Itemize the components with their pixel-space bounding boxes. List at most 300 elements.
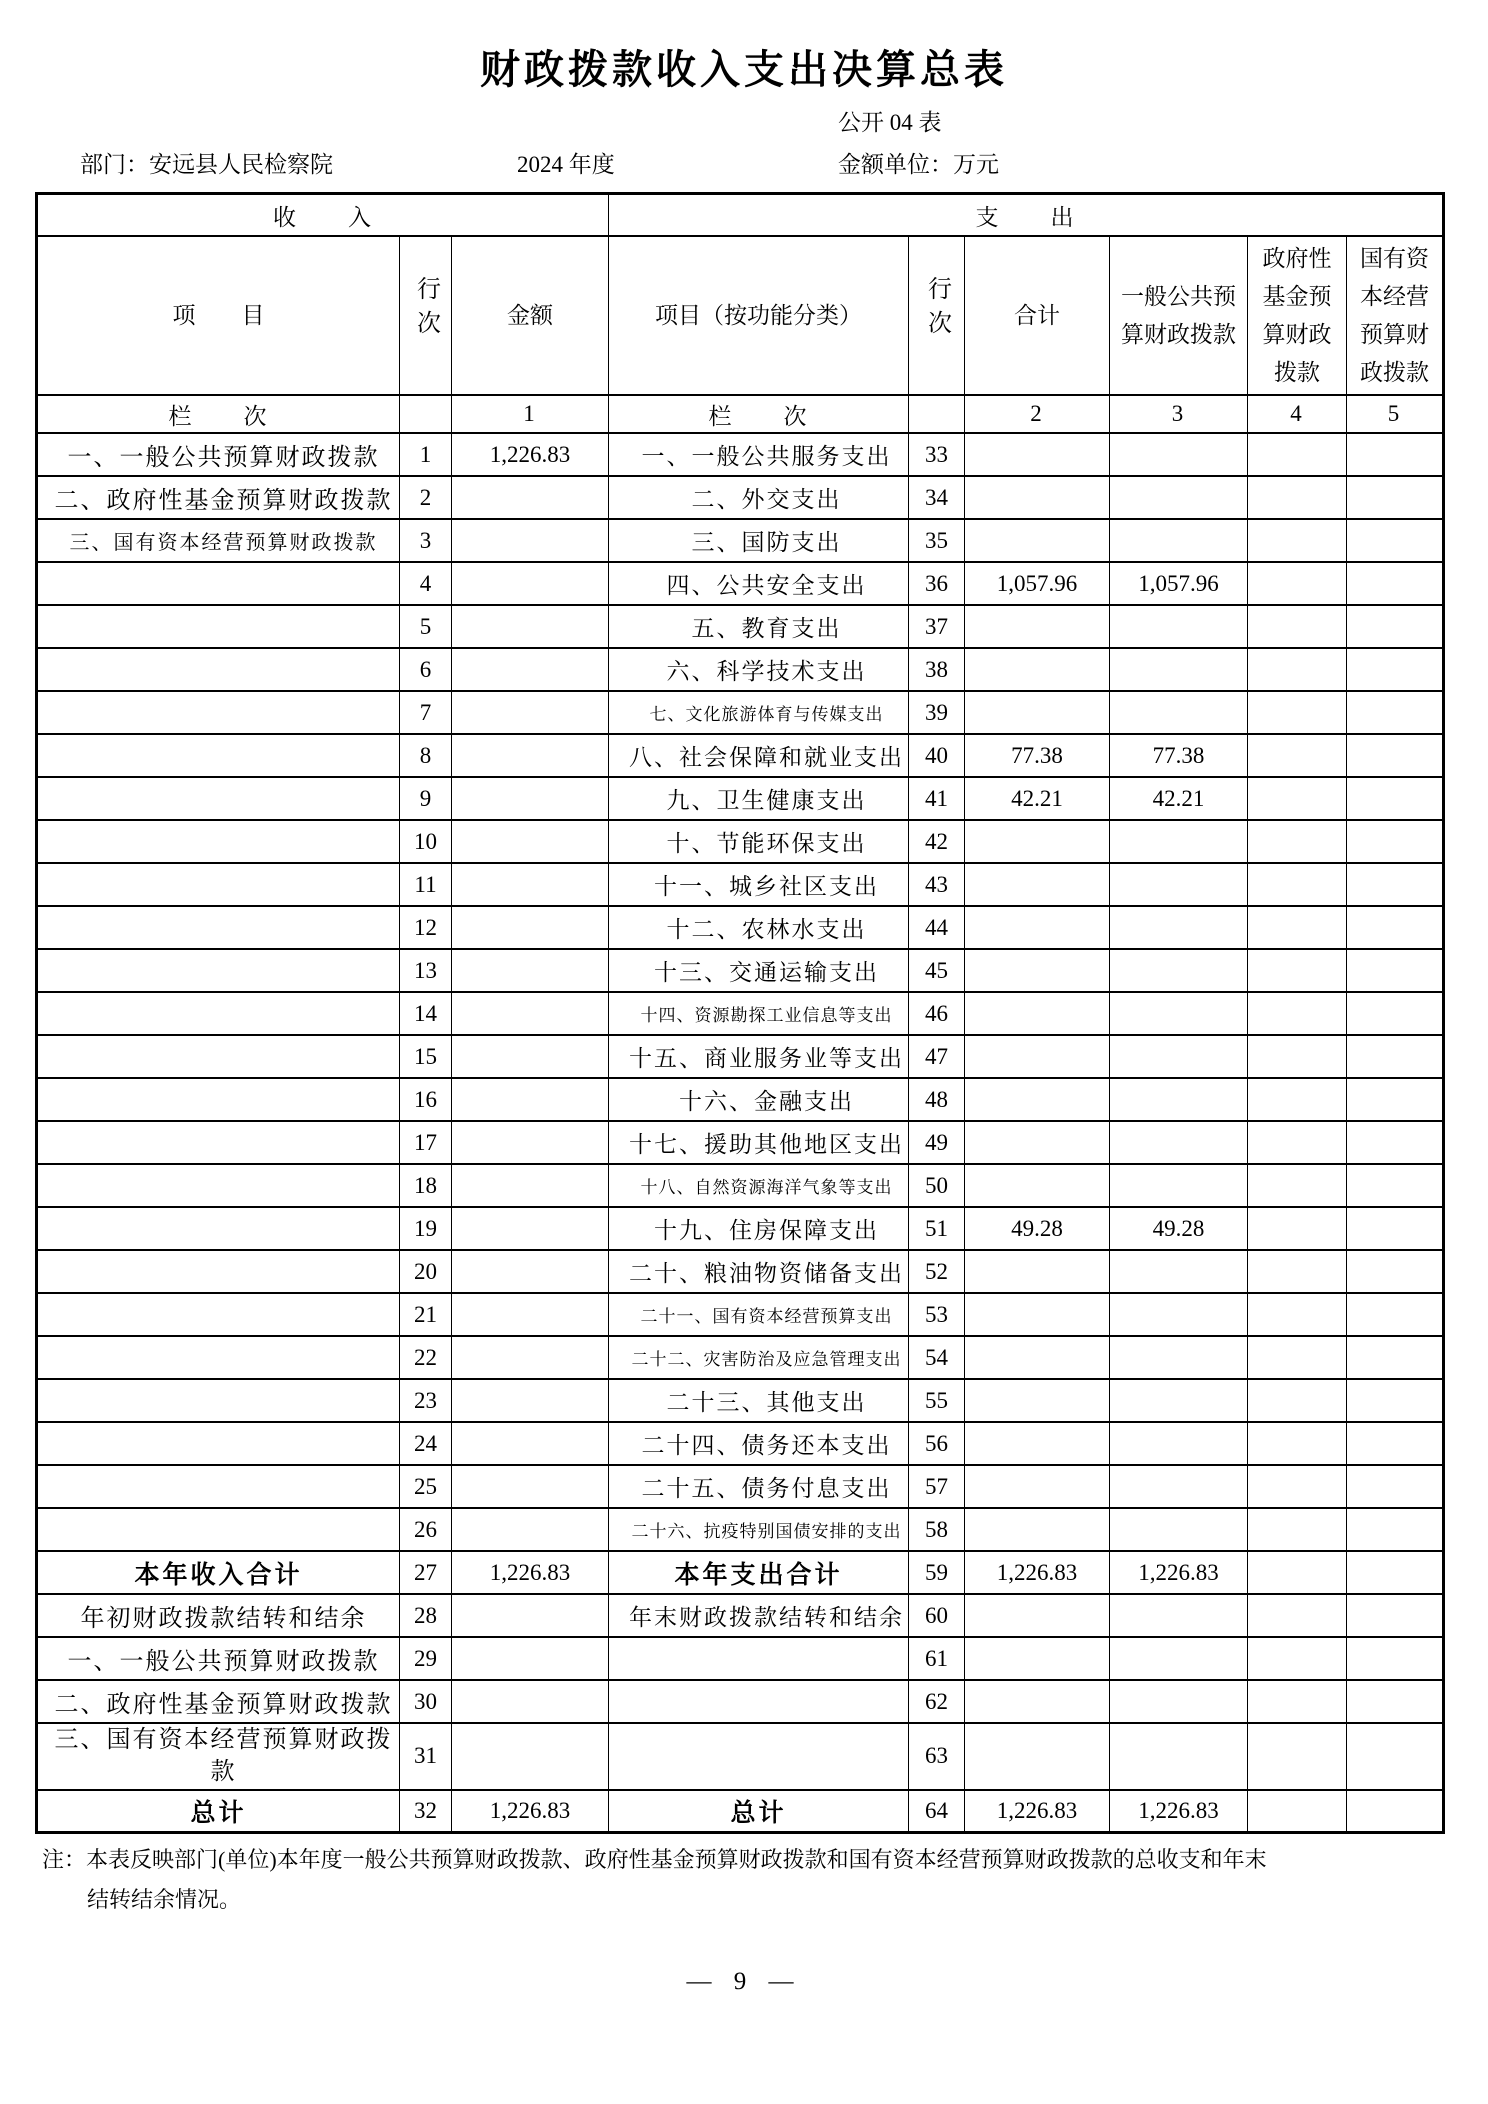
income-amount-cell bbox=[452, 1637, 609, 1680]
total-amount-cell bbox=[965, 1465, 1110, 1508]
table-row bbox=[37, 1035, 1444, 1078]
income-amount-cell bbox=[452, 949, 609, 992]
income-item-cell bbox=[37, 562, 400, 605]
state-capital-amount-cell bbox=[1347, 691, 1444, 734]
gov-fund-amount-cell bbox=[1248, 691, 1347, 734]
expense-item-cell: 十七、援助其他地区支出 bbox=[609, 1121, 909, 1164]
income-row-number-cell: 21 bbox=[400, 1293, 452, 1336]
general-budget-amount-cell bbox=[1110, 1465, 1248, 1508]
income-amount-cell: 1,226.83 bbox=[452, 1790, 609, 1833]
table-code: 公开 04 表 bbox=[838, 110, 942, 135]
page-title: 财政拨款收入支出决算总表 bbox=[480, 48, 1008, 92]
expense-row-number-cell: 59 bbox=[909, 1551, 965, 1594]
lanci-empty-cell bbox=[400, 395, 452, 433]
table-row bbox=[37, 1336, 1444, 1379]
state-capital-amount-cell bbox=[1347, 1293, 1444, 1336]
income-amount-cell bbox=[452, 1422, 609, 1465]
total-amount-cell bbox=[965, 1035, 1110, 1078]
lanci-col-3: 3 bbox=[1110, 395, 1248, 433]
state-capital-amount-cell bbox=[1347, 1790, 1444, 1833]
income-amount-cell bbox=[452, 691, 609, 734]
table-row bbox=[37, 1508, 1444, 1551]
state-capital-amount-cell bbox=[1347, 1336, 1444, 1379]
income-amount-cell bbox=[452, 1508, 609, 1551]
income-item-cell bbox=[37, 1164, 400, 1207]
total-amount-cell bbox=[965, 1508, 1110, 1551]
expense-item-cell: 十三、交通运输支出 bbox=[609, 949, 909, 992]
table-row bbox=[37, 906, 1444, 949]
state-capital-amount-cell bbox=[1347, 1594, 1444, 1637]
income-row-number-cell: 13 bbox=[400, 949, 452, 992]
state-capital-amount-cell bbox=[1347, 1207, 1444, 1250]
state-capital-amount-cell bbox=[1347, 648, 1444, 691]
general-budget-amount-cell bbox=[1110, 949, 1248, 992]
expense-item-cell: 十二、农林水支出 bbox=[609, 906, 909, 949]
state-capital-amount-cell bbox=[1347, 476, 1444, 519]
expense-row-number-cell: 37 bbox=[909, 605, 965, 648]
expense-row-number-cell: 47 bbox=[909, 1035, 965, 1078]
income-item-cell bbox=[37, 648, 400, 691]
column-header-general-budget: 一般公共预算财政拨款 bbox=[1110, 236, 1248, 395]
income-item-cell bbox=[37, 1035, 400, 1078]
total-amount-cell bbox=[965, 1379, 1110, 1422]
total-amount-cell bbox=[965, 476, 1110, 519]
income-row-number-cell: 10 bbox=[400, 820, 452, 863]
income-row-number-cell: 11 bbox=[400, 863, 452, 906]
income-item-cell bbox=[37, 1121, 400, 1164]
expense-item-cell: 十四、资源勘探工业信息等支出 bbox=[609, 992, 909, 1035]
total-amount-cell bbox=[965, 648, 1110, 691]
state-capital-amount-cell bbox=[1347, 1164, 1444, 1207]
table-row bbox=[37, 1422, 1444, 1465]
column-header-amount: 金额 bbox=[452, 236, 609, 395]
expense-item-cell bbox=[609, 1723, 909, 1790]
general-budget-amount-cell bbox=[1110, 1422, 1248, 1465]
expense-item-cell: 十八、自然资源海洋气象等支出 bbox=[609, 1164, 909, 1207]
total-amount-cell: 1,057.96 bbox=[965, 562, 1110, 605]
table-row bbox=[37, 734, 1444, 777]
income-row-number-cell: 15 bbox=[400, 1035, 452, 1078]
income-amount-cell bbox=[452, 1723, 609, 1790]
expense-item-cell: 二十五、债务付息支出 bbox=[609, 1465, 909, 1508]
gov-fund-amount-cell bbox=[1248, 1508, 1347, 1551]
total-amount-cell bbox=[965, 1078, 1110, 1121]
department-label: 部门：安远县人民检察院 bbox=[80, 152, 333, 177]
column-index-row bbox=[37, 395, 1444, 433]
expense-item-cell: 八、社会保障和就业支出 bbox=[609, 734, 909, 777]
table-row bbox=[37, 1379, 1444, 1422]
table-row bbox=[37, 1465, 1444, 1508]
income-item-cell: 年初财政拨款结转和结余 bbox=[37, 1594, 400, 1637]
expense-row-number-cell: 63 bbox=[909, 1723, 965, 1790]
general-budget-amount-cell: 1,226.83 bbox=[1110, 1790, 1248, 1833]
table-row bbox=[37, 863, 1444, 906]
general-budget-amount-cell bbox=[1110, 1508, 1248, 1551]
income-row-number-cell: 26 bbox=[400, 1508, 452, 1551]
income-row-number-cell: 16 bbox=[400, 1078, 452, 1121]
gov-fund-amount-cell bbox=[1248, 1164, 1347, 1207]
total-amount-cell bbox=[965, 949, 1110, 992]
table-row bbox=[37, 949, 1444, 992]
gov-fund-amount-cell bbox=[1248, 949, 1347, 992]
expense-row-number-cell: 51 bbox=[909, 1207, 965, 1250]
expense-item-cell: 十一、城乡社区支出 bbox=[609, 863, 909, 906]
gov-fund-amount-cell bbox=[1248, 1293, 1347, 1336]
expense-row-number-cell: 60 bbox=[909, 1594, 965, 1637]
total-amount-cell bbox=[965, 605, 1110, 648]
income-item-cell: 本年收入合计 bbox=[37, 1551, 400, 1594]
total-amount-cell bbox=[965, 1637, 1110, 1680]
column-header-row bbox=[37, 236, 1444, 395]
expense-row-number-cell: 58 bbox=[909, 1508, 965, 1551]
general-budget-amount-cell bbox=[1110, 906, 1248, 949]
income-item-cell: 二、政府性基金预算财政拨款 bbox=[37, 476, 400, 519]
table-row bbox=[37, 1164, 1444, 1207]
table-row bbox=[37, 1250, 1444, 1293]
income-amount-cell bbox=[452, 1293, 609, 1336]
expense-item-cell: 二十六、抗疫特别国债安排的支出 bbox=[609, 1508, 909, 1551]
gov-fund-amount-cell bbox=[1248, 605, 1347, 648]
income-item-cell: 三、国有资本经营预算财政拨款 bbox=[37, 519, 400, 562]
general-budget-amount-cell bbox=[1110, 1379, 1248, 1422]
total-amount-cell bbox=[965, 1680, 1110, 1723]
expense-item-cell bbox=[609, 1637, 909, 1680]
state-capital-amount-cell bbox=[1347, 1465, 1444, 1508]
total-amount-cell bbox=[965, 1336, 1110, 1379]
expense-row-number-cell: 48 bbox=[909, 1078, 965, 1121]
table-row bbox=[37, 992, 1444, 1035]
income-amount-cell bbox=[452, 1035, 609, 1078]
state-capital-amount-cell bbox=[1347, 1121, 1444, 1164]
table-row bbox=[37, 1078, 1444, 1121]
state-capital-amount-cell bbox=[1347, 906, 1444, 949]
income-row-number-cell: 2 bbox=[400, 476, 452, 519]
expense-item-cell: 一、一般公共服务支出 bbox=[609, 433, 909, 476]
expense-row-number-cell: 44 bbox=[909, 906, 965, 949]
total-amount-cell bbox=[965, 1121, 1110, 1164]
column-header-expense-item: 项目（按功能分类） bbox=[609, 236, 909, 395]
expense-item-cell: 五、教育支出 bbox=[609, 605, 909, 648]
table-row bbox=[37, 1723, 1444, 1790]
gov-fund-amount-cell bbox=[1248, 648, 1347, 691]
expense-item-cell: 二十三、其他支出 bbox=[609, 1379, 909, 1422]
total-amount-cell bbox=[965, 1293, 1110, 1336]
gov-fund-amount-cell bbox=[1248, 992, 1347, 1035]
gov-fund-amount-cell bbox=[1248, 562, 1347, 605]
lanci-col-5: 5 bbox=[1347, 395, 1444, 433]
income-amount-cell bbox=[452, 1078, 609, 1121]
state-capital-amount-cell bbox=[1347, 1637, 1444, 1680]
gov-fund-amount-cell bbox=[1248, 1680, 1347, 1723]
income-row-number-cell: 32 bbox=[400, 1790, 452, 1833]
income-item-cell bbox=[37, 605, 400, 648]
general-budget-amount-cell bbox=[1110, 1637, 1248, 1680]
gov-fund-amount-cell bbox=[1248, 1465, 1347, 1508]
row-no-vertical-label: 行次 bbox=[412, 275, 439, 344]
general-budget-amount-cell: 42.21 bbox=[1110, 777, 1248, 820]
general-budget-amount-cell bbox=[1110, 605, 1248, 648]
general-budget-amount-cell: 77.38 bbox=[1110, 734, 1248, 777]
income-item-cell: 二、政府性基金预算财政拨款 bbox=[37, 1680, 400, 1723]
table-row bbox=[37, 1594, 1444, 1637]
expense-row-number-cell: 33 bbox=[909, 433, 965, 476]
total-amount-cell: 42.21 bbox=[965, 777, 1110, 820]
expense-item-cell: 三、国防支出 bbox=[609, 519, 909, 562]
expense-item-cell: 本年支出合计 bbox=[609, 1551, 909, 1594]
expense-row-number-cell: 57 bbox=[909, 1465, 965, 1508]
general-budget-amount-cell bbox=[1110, 1078, 1248, 1121]
state-capital-amount-cell bbox=[1347, 605, 1444, 648]
income-row-number-cell: 12 bbox=[400, 906, 452, 949]
expense-item-cell: 七、文化旅游体育与传媒支出 bbox=[609, 691, 909, 734]
total-amount-cell bbox=[965, 992, 1110, 1035]
expense-row-number-cell: 42 bbox=[909, 820, 965, 863]
total-amount-cell bbox=[965, 1594, 1110, 1637]
general-budget-amount-cell bbox=[1110, 1121, 1248, 1164]
expense-row-number-cell: 56 bbox=[909, 1422, 965, 1465]
income-amount-cell bbox=[452, 1250, 609, 1293]
table-row bbox=[37, 519, 1444, 562]
income-amount-cell bbox=[452, 777, 609, 820]
state-capital-amount-cell bbox=[1347, 1379, 1444, 1422]
lanci-col-1: 1 bbox=[452, 395, 609, 433]
expense-item-cell: 年末财政拨款结转和结余 bbox=[609, 1594, 909, 1637]
state-capital-amount-cell bbox=[1347, 1508, 1444, 1551]
table-row bbox=[37, 605, 1444, 648]
gov-fund-amount-cell bbox=[1248, 777, 1347, 820]
table-row bbox=[37, 1680, 1444, 1723]
state-capital-amount-cell bbox=[1347, 992, 1444, 1035]
gov-fund-amount-cell bbox=[1248, 1121, 1347, 1164]
income-amount-cell bbox=[452, 605, 609, 648]
income-row-number-cell: 9 bbox=[400, 777, 452, 820]
income-amount-cell bbox=[452, 863, 609, 906]
gov-fund-amount-cell bbox=[1248, 734, 1347, 777]
income-amount-cell bbox=[452, 1121, 609, 1164]
general-budget-amount-cell bbox=[1110, 433, 1248, 476]
expense-item-cell: 九、卫生健康支出 bbox=[609, 777, 909, 820]
income-item-cell: 一、一般公共预算财政拨款 bbox=[37, 1637, 400, 1680]
income-amount-cell: 1,226.83 bbox=[452, 433, 609, 476]
expense-item-cell: 二十二、灾害防治及应急管理支出 bbox=[609, 1336, 909, 1379]
expense-row-number-cell: 34 bbox=[909, 476, 965, 519]
income-amount-cell bbox=[452, 1336, 609, 1379]
income-item-cell bbox=[37, 1508, 400, 1551]
general-budget-amount-cell bbox=[1110, 476, 1248, 519]
gov-fund-amount-cell bbox=[1248, 1594, 1347, 1637]
table-row bbox=[37, 1207, 1444, 1250]
state-capital-amount-cell bbox=[1347, 863, 1444, 906]
column-header-state-capital: 国有资本经营预算财政拨款 bbox=[1347, 236, 1444, 395]
footnote bbox=[42, 1840, 1267, 1920]
table-row bbox=[37, 1121, 1444, 1164]
income-amount-cell bbox=[452, 648, 609, 691]
expense-item-cell: 十六、金融支出 bbox=[609, 1078, 909, 1121]
total-amount-cell bbox=[965, 519, 1110, 562]
table-body bbox=[37, 433, 1444, 1833]
expense-item-cell: 二十四、债务还本支出 bbox=[609, 1422, 909, 1465]
general-budget-amount-cell: 1,226.83 bbox=[1110, 1551, 1248, 1594]
gov-fund-amount-cell bbox=[1248, 519, 1347, 562]
expense-row-number-cell: 46 bbox=[909, 992, 965, 1035]
expense-item-cell: 十五、商业服务业等支出 bbox=[609, 1035, 909, 1078]
table-row bbox=[37, 476, 1444, 519]
expense-item-cell bbox=[609, 1680, 909, 1723]
total-amount-cell bbox=[965, 1723, 1110, 1790]
expense-row-number-cell: 39 bbox=[909, 691, 965, 734]
total-amount-cell bbox=[965, 863, 1110, 906]
general-budget-amount-cell bbox=[1110, 1164, 1248, 1207]
income-row-number-cell: 7 bbox=[400, 691, 452, 734]
income-amount-cell bbox=[452, 1379, 609, 1422]
income-row-number-cell: 29 bbox=[400, 1637, 452, 1680]
income-row-number-cell: 18 bbox=[400, 1164, 452, 1207]
lanci-col-4: 4 bbox=[1248, 395, 1347, 433]
expense-item-cell: 十、节能环保支出 bbox=[609, 820, 909, 863]
income-section-header: 收 入 bbox=[37, 194, 609, 237]
income-amount-cell bbox=[452, 1594, 609, 1637]
table-row bbox=[37, 648, 1444, 691]
income-row-number-cell: 23 bbox=[400, 1379, 452, 1422]
expense-row-number-cell: 50 bbox=[909, 1164, 965, 1207]
income-item-cell bbox=[37, 992, 400, 1035]
state-capital-amount-cell bbox=[1347, 1723, 1444, 1790]
income-amount-cell bbox=[452, 562, 609, 605]
income-amount-cell bbox=[452, 1207, 609, 1250]
table-row bbox=[37, 433, 1444, 476]
income-amount-cell bbox=[452, 1164, 609, 1207]
income-row-number-cell: 6 bbox=[400, 648, 452, 691]
income-amount-cell bbox=[452, 476, 609, 519]
income-row-number-cell: 17 bbox=[400, 1121, 452, 1164]
page-number: — 9 — bbox=[686, 1968, 802, 1995]
fiscal-summary-table bbox=[35, 192, 1445, 1834]
income-amount-cell bbox=[452, 906, 609, 949]
state-capital-amount-cell bbox=[1347, 1422, 1444, 1465]
state-capital-amount-cell bbox=[1347, 519, 1444, 562]
general-budget-amount-cell bbox=[1110, 820, 1248, 863]
expense-item-cell: 十九、住房保障支出 bbox=[609, 1207, 909, 1250]
expense-row-number-cell: 49 bbox=[909, 1121, 965, 1164]
total-amount-cell: 1,226.83 bbox=[965, 1551, 1110, 1594]
column-header-expense-row-no bbox=[909, 236, 965, 395]
column-header-income-row-no bbox=[400, 236, 452, 395]
expense-row-number-cell: 45 bbox=[909, 949, 965, 992]
general-budget-amount-cell bbox=[1110, 1035, 1248, 1078]
general-budget-amount-cell bbox=[1110, 1680, 1248, 1723]
expense-row-number-cell: 40 bbox=[909, 734, 965, 777]
table-row bbox=[37, 820, 1444, 863]
income-item-cell: 一、一般公共预算财政拨款 bbox=[37, 433, 400, 476]
income-row-number-cell: 24 bbox=[400, 1422, 452, 1465]
income-row-number-cell: 31 bbox=[400, 1723, 452, 1790]
state-capital-amount-cell bbox=[1347, 1551, 1444, 1594]
state-capital-amount-cell bbox=[1347, 1250, 1444, 1293]
income-amount-cell bbox=[452, 734, 609, 777]
gov-fund-amount-cell bbox=[1248, 1379, 1347, 1422]
expense-row-number-cell: 36 bbox=[909, 562, 965, 605]
income-row-number-cell: 14 bbox=[400, 992, 452, 1035]
expense-item-cell: 四、公共安全支出 bbox=[609, 562, 909, 605]
gov-fund-amount-cell bbox=[1248, 1078, 1347, 1121]
income-amount-cell bbox=[452, 1465, 609, 1508]
income-item-cell bbox=[37, 1250, 400, 1293]
income-row-number-cell: 1 bbox=[400, 433, 452, 476]
income-amount-cell bbox=[452, 519, 609, 562]
state-capital-amount-cell bbox=[1347, 949, 1444, 992]
income-item-cell bbox=[37, 734, 400, 777]
income-row-number-cell: 4 bbox=[400, 562, 452, 605]
gov-fund-amount-cell bbox=[1248, 476, 1347, 519]
income-amount-cell: 1,226.83 bbox=[452, 1551, 609, 1594]
gov-fund-amount-cell bbox=[1248, 433, 1347, 476]
gov-fund-amount-cell bbox=[1248, 906, 1347, 949]
lanci-expense-label: 栏 次 bbox=[609, 395, 909, 433]
expense-row-number-cell: 64 bbox=[909, 1790, 965, 1833]
expense-row-number-cell: 43 bbox=[909, 863, 965, 906]
income-row-number-cell: 28 bbox=[400, 1594, 452, 1637]
fiscal-year-label: 2024 年度 bbox=[517, 152, 615, 177]
total-amount-cell: 1,226.83 bbox=[965, 1790, 1110, 1833]
state-capital-amount-cell bbox=[1347, 734, 1444, 777]
row-no-vertical-label: 行次 bbox=[923, 275, 950, 344]
income-row-number-cell: 5 bbox=[400, 605, 452, 648]
general-budget-amount-cell bbox=[1110, 992, 1248, 1035]
gov-fund-amount-cell bbox=[1248, 1035, 1347, 1078]
state-capital-amount-cell bbox=[1347, 562, 1444, 605]
general-budget-amount-cell bbox=[1110, 863, 1248, 906]
general-budget-amount-cell: 1,057.96 bbox=[1110, 562, 1248, 605]
table-row bbox=[37, 1637, 1444, 1680]
section-banner-row bbox=[37, 194, 1444, 237]
income-item-cell bbox=[37, 1379, 400, 1422]
general-budget-amount-cell bbox=[1110, 1250, 1248, 1293]
total-amount-cell bbox=[965, 1164, 1110, 1207]
income-row-number-cell: 27 bbox=[400, 1551, 452, 1594]
gov-fund-amount-cell bbox=[1248, 1637, 1347, 1680]
income-row-number-cell: 30 bbox=[400, 1680, 452, 1723]
state-capital-amount-cell bbox=[1347, 1680, 1444, 1723]
expense-item-cell: 总计 bbox=[609, 1790, 909, 1833]
gov-fund-amount-cell bbox=[1248, 863, 1347, 906]
general-budget-amount-cell bbox=[1110, 648, 1248, 691]
income-item-cell: 总计 bbox=[37, 1790, 400, 1833]
total-amount-cell bbox=[965, 1250, 1110, 1293]
total-amount-cell bbox=[965, 1422, 1110, 1465]
lanci-col-2: 2 bbox=[965, 395, 1110, 433]
income-row-number-cell: 8 bbox=[400, 734, 452, 777]
expense-row-number-cell: 52 bbox=[909, 1250, 965, 1293]
table-row bbox=[37, 1551, 1444, 1594]
income-row-number-cell: 25 bbox=[400, 1465, 452, 1508]
table-row bbox=[37, 691, 1444, 734]
general-budget-amount-cell bbox=[1110, 519, 1248, 562]
income-item-cell bbox=[37, 1207, 400, 1250]
income-item-cell bbox=[37, 863, 400, 906]
expense-row-number-cell: 55 bbox=[909, 1379, 965, 1422]
expense-row-number-cell: 53 bbox=[909, 1293, 965, 1336]
income-amount-cell bbox=[452, 992, 609, 1035]
income-item-cell: 三、国有资本经营预算财政拨款 bbox=[37, 1723, 400, 1790]
gov-fund-amount-cell bbox=[1248, 1790, 1347, 1833]
general-budget-amount-cell bbox=[1110, 1293, 1248, 1336]
income-row-number-cell: 19 bbox=[400, 1207, 452, 1250]
income-item-cell bbox=[37, 691, 400, 734]
total-amount-cell bbox=[965, 691, 1110, 734]
state-capital-amount-cell bbox=[1347, 1035, 1444, 1078]
expense-row-number-cell: 62 bbox=[909, 1680, 965, 1723]
table-row bbox=[37, 1293, 1444, 1336]
